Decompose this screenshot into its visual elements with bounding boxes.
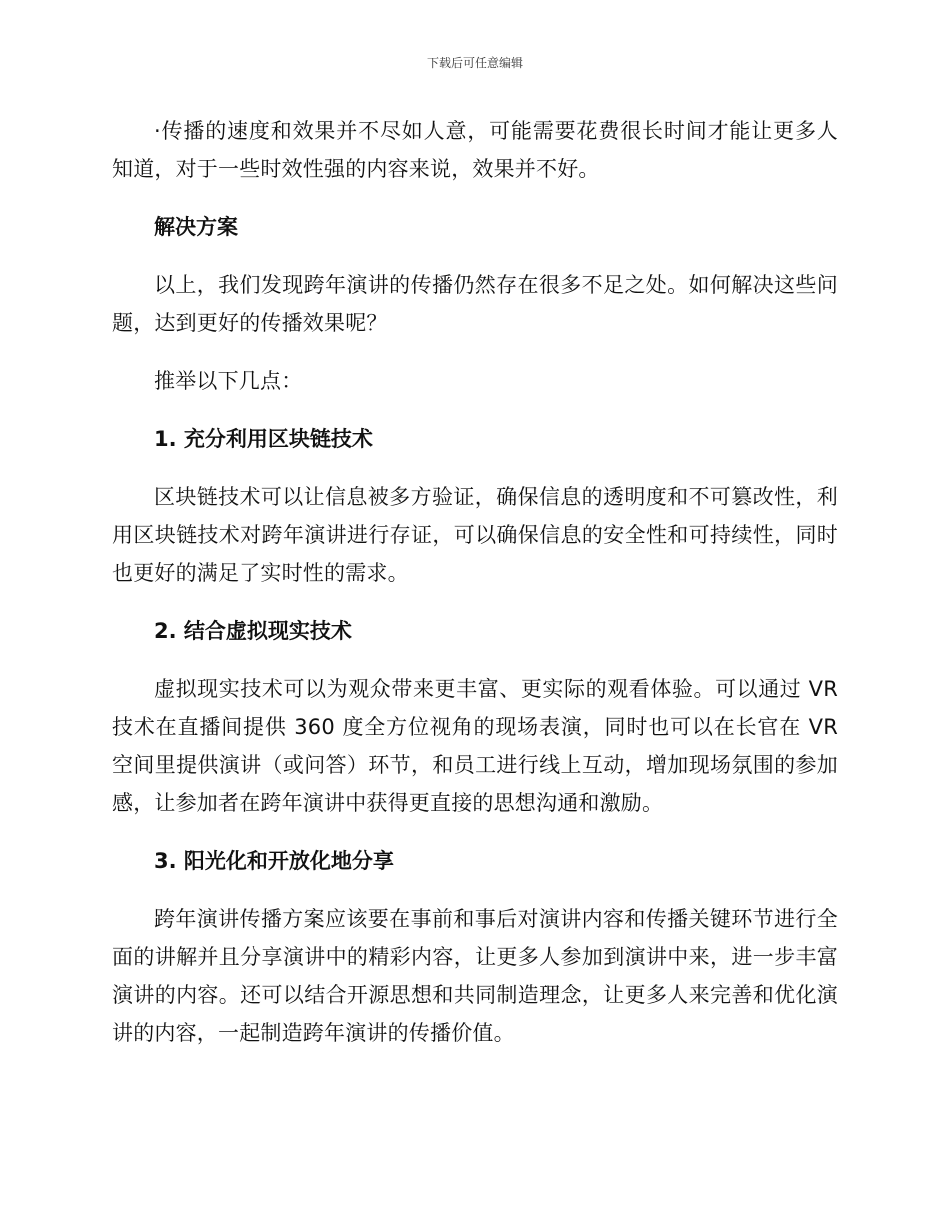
heading-solution: 解决方案 — [154, 215, 238, 239]
heading-open-sharing: 3. 阳光化和开放化地分享 — [154, 849, 394, 873]
heading-blockchain: 1. 充分利用区块链技术 — [154, 427, 373, 451]
paragraph-points-lead: 推举以下几点： — [154, 369, 303, 393]
paragraph-blockchain: 区块链技术可以让信息被多方验证，确保信息的透明度和不可篡改性，利用区块链技术对跨年演讲进行存证，可以确保信息的安全性和可持续性，同时也更好的满足了实时性的需求。 — [112, 485, 838, 585]
paragraph-intro: 以上，我们发现跨年演讲的传播仍然存在很多不足之处。如何解决这些问题，达到更好的传播效果呢？ — [112, 273, 838, 335]
document-body — [112, 112, 838, 1052]
paragraph-open-sharing: 跨年演讲传播方案应该要在事前和事后对演讲内容和传播关键环节进行全面的讲解并且分享演讲中的精彩内容，让更多人参加到演讲中来，进一步丰富演讲的内容。还可以结合开源思想和共同制造理念，让更多人来完善和优化演讲的内容，一起制造跨年演讲的传播价值。 — [112, 907, 838, 1045]
paragraph-spread-issues: ·传播的速度和效果并不尽如人意，可能需要花费很长时间才能让更多人知道，对于一些时效性强的内容来说，效果并不好。 — [112, 119, 838, 181]
heading-vr: 2. 结合虚拟现实技术 — [154, 619, 352, 643]
header-note: 下载后可任意编辑 — [426, 56, 523, 70]
paragraph-vr: 虚拟现实技术可以为观众带来更丰富、更实际的观看体验。可以通过 VR 技术在直播间提供 360 度全方位视角的现场表演，同时也可以在长官在 VR 空间里提供演讲（或问答）环节，和员工进行线上互动，增加现场氛围的参加感，让参加者在跨年演讲中获得更直接的思想沟通和激励。 — [112, 677, 838, 815]
